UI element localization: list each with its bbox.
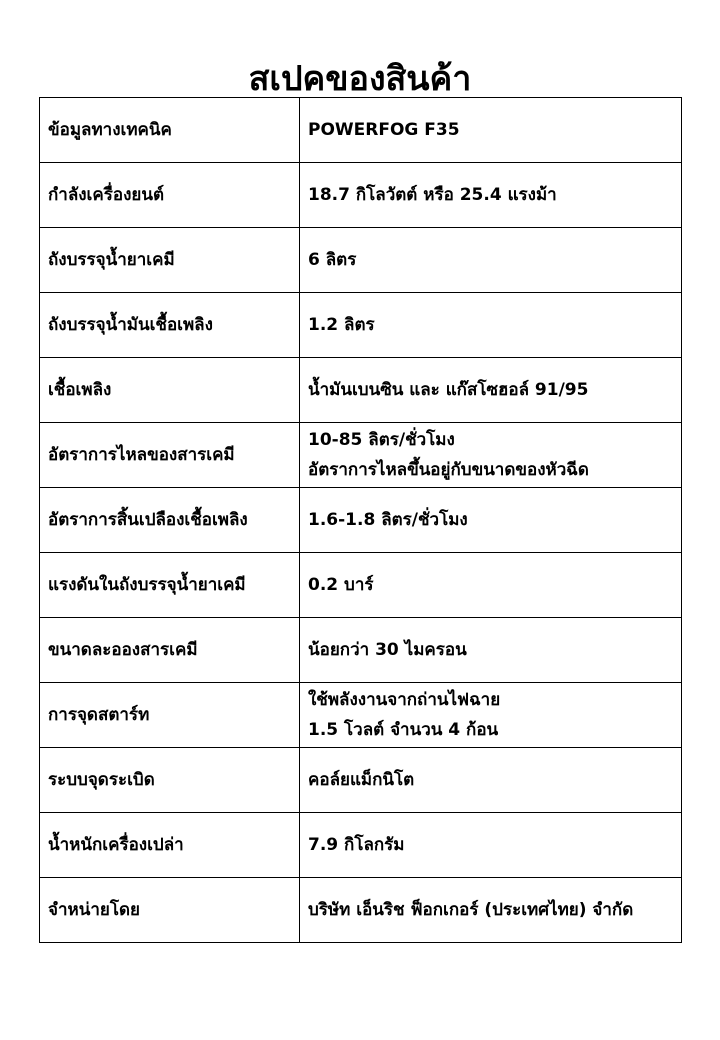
spec-value-line: 1.6-1.8 ลิตร/ชั่วโมง [308,510,468,530]
spec-value [300,228,682,293]
spec-value-line: คอล์ยแม็กนิโต [308,770,415,790]
spec-value-line: อัตราการไหลขึ้นอยู่กับขนาดของหัวฉีด [308,460,589,480]
spec-label: เชื้อเพลิง [40,358,300,423]
spec-value [300,618,682,683]
spec-table-body [40,98,682,943]
spec-label: ถังบรรจุน้ำมันเชื้อเพลิง [40,293,300,358]
spec-value [300,813,682,878]
spec-label: จำหน่ายโดย [40,878,300,943]
spec-value [300,878,682,943]
spec-value [300,488,682,553]
spec-value [300,293,682,358]
spec-value-line: 7.9 กิโลกรัม [308,835,405,855]
spec-row [40,358,682,423]
spec-value [300,358,682,423]
spec-row [40,293,682,358]
spec-value-line: น้ำมันเบนซิน และ แก๊สโซฮอล์ 91/95 [308,380,589,400]
spec-label: อัตราการสิ้นเปลืองเชื้อเพลิง [40,488,300,553]
spec-label: การจุดสตาร์ท [40,683,300,748]
spec-row [40,98,682,163]
spec-row [40,553,682,618]
spec-row [40,228,682,293]
spec-value-line: POWERFOG F35 [308,120,460,140]
spec-row [40,813,682,878]
spec-row [40,748,682,813]
spec-value-line: น้อยกว่า 30 ไมครอน [308,640,467,660]
spec-value-line: 1.2 ลิตร [308,315,375,335]
spec-label: ข้อมูลทางเทคนิค [40,98,300,163]
page-title: สเปคของสินค้า [248,58,472,99]
spec-row [40,488,682,553]
spec-value-line: 0.2 บาร์ [308,575,374,595]
spec-value [300,553,682,618]
spec-value [300,163,682,228]
spec-value-line: 1.5 โวลต์ จำนวน 4 ก้อน [308,720,499,740]
spec-value [300,98,682,163]
spec-value [300,683,682,748]
spec-label: ขนาดละอองสารเคมี [40,618,300,683]
spec-row [40,423,682,488]
spec-label: อัตราการไหลของสารเคมี [40,423,300,488]
spec-row [40,618,682,683]
spec-label: น้ำหนักเครื่องเปล่า [40,813,300,878]
spec-label: ถังบรรจุน้ำยาเคมี [40,228,300,293]
spec-row [40,163,682,228]
spec-value-line: 6 ลิตร [308,250,357,270]
spec-label: กำลังเครื่องยนต์ [40,163,300,228]
spec-row [40,878,682,943]
spec-label: แรงดันในถังบรรจุน้ำยาเคมี [40,553,300,618]
spec-table [39,97,682,943]
spec-value-line: บริษัท เอ็นริช ฟ็อกเกอร์ (ประเทศไทย) จำกัด [308,900,634,920]
spec-value-line: 18.7 กิโลวัตต์ หรือ 25.4 แรงม้า [308,185,557,205]
spec-row [40,683,682,748]
spec-label: ระบบจุดระเบิด [40,748,300,813]
spec-value-line: 10-85 ลิตร/ชั่วโมง [308,430,455,450]
spec-value [300,423,682,488]
spec-value [300,748,682,813]
spec-value-line: ใช้พลังงานจากถ่านไฟฉาย [308,690,501,710]
